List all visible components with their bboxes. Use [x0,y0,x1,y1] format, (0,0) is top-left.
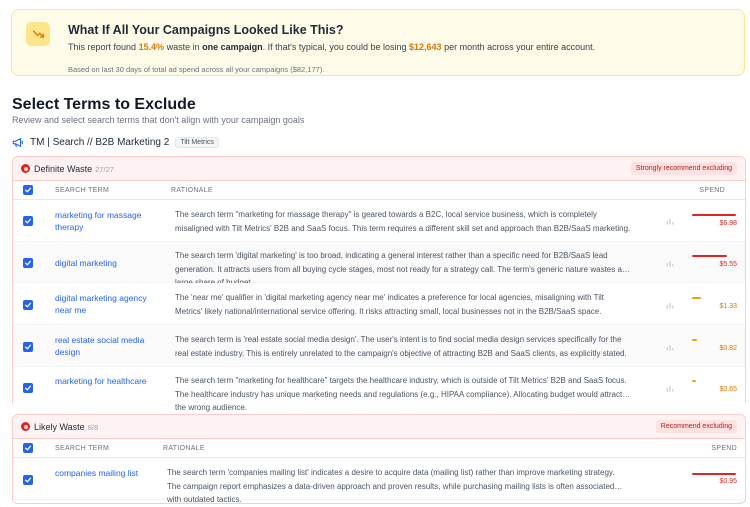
campaign-header [12,135,219,149]
banner-message: This report found 15.4% waste in one campaign. If that's typical, you could be losing $12,643 per month across your entire account. [68,42,596,52]
search-term-link[interactable]: marketing for massage therapy [55,210,142,232]
bar-chart-icon[interactable] [666,384,674,392]
spend-bar [692,473,736,475]
row-checkbox[interactable] [23,216,33,226]
section-header[interactable] [13,157,745,181]
column-header-spend[interactable]: SPEND [711,445,737,452]
search-term-link[interactable]: marketing for healthcare [55,376,147,386]
column-header-search-term[interactable]: SEARCH TERM [55,187,110,194]
row-checkbox[interactable] [23,258,33,268]
spend-bar [692,214,736,216]
spend-value: $0.95 [719,478,737,485]
table-row[interactable] [13,458,745,504]
table-header [13,181,745,200]
recommendation-badge: Strongly recommend excluding [631,162,737,175]
account-tag: Tilt Metrics [175,137,219,148]
page-subtitle: Review and select search terms that don't align with your campaign goals [12,115,305,125]
column-header-search-term[interactable]: SEARCH TERM [55,445,110,452]
trending-down-icon [26,22,50,46]
page-title: Select Terms to Exclude [12,96,196,113]
spend-bar [692,297,701,299]
potential-loss-amount: $12,643 [409,42,442,52]
spend-value: $0.82 [719,345,737,352]
table-row[interactable] [13,367,745,412]
selected-count: 27/27 [95,165,114,174]
likely-waste-section [12,414,746,504]
recommendation-badge: Recommend excluding [656,420,737,433]
waste-percentage: 15.4% [138,42,165,52]
spend-bar [692,255,727,257]
bar-chart-icon[interactable] [666,217,674,225]
severity-medium-icon [21,422,30,431]
spend-bar [692,380,696,382]
rationale-text: The search term 'digital marketing' is too broad, indicating a general interest rather than a specific need for B2B/SaaS lead generation. It attracts users from all buying cycle stages, most not ready for a strategy call. The term's generic nature wastes a [175,251,622,274]
bar-chart-icon[interactable] [666,259,674,267]
rationale-text: The search term is 'real estate social media design'. The user's intent is to find social media design services specifically for the real estate industry. This is entirely unrelated to the campaign's objective of attracting B2B and SaaS clients, as explicitly stated. [175,335,627,358]
search-term-link[interactable]: digital marketing agency near me [55,293,147,315]
select-all-checkbox[interactable] [23,185,33,195]
row-checkbox[interactable] [23,300,33,310]
campaign-name: TM | Search // B2B Marketing 2 [30,136,170,148]
search-term-link[interactable]: real estate social media design [55,335,145,357]
table-row[interactable] [13,242,745,283]
row-checkbox[interactable] [23,383,33,393]
waste-insight-banner [11,9,745,76]
selected-count: 8/8 [87,423,99,432]
rationale-text: The search term "marketing for healthcare" targets the healthcare industry, which is outside of Tilt Metrics' B2B and SaaS focus. The healthcare industry has unique marketing needs and regulations (e.g., HIPAA compliance). Allocating budget would attract the wrong audience. [175,376,627,412]
section-title: Definite Waste [34,164,93,174]
rationale-text: The search term "marketing for massage therapy" is geared towards a B2C, local service business, which is completely misaligned with Tilt Metrics' B2B and SaaS focus. This term requires a different skill set and approach than B2B/SaaS marketing. [175,210,631,233]
rationale-text: The 'near me' qualifier in 'digital marketing agency near me' indicates a preference for local agencies, misaligning with Tilt Metrics' likely national/international service offering. It risks attracting small, local businesses not in the B2B/SaaS space. [175,293,604,316]
spend-value: $1.33 [719,303,737,310]
table-header [13,439,745,458]
bar-chart-icon[interactable] [666,343,674,351]
bar-chart-icon[interactable] [666,301,674,309]
section-header[interactable] [13,415,745,439]
severity-high-icon [21,164,30,173]
column-header-rationale: RATIONALE [171,187,213,194]
section-title: Likely Waste [34,422,85,432]
table-row[interactable] [13,283,745,325]
spend-value: $6.98 [719,220,737,227]
search-term-link[interactable]: digital marketing [55,258,117,268]
banner-footnote: Based on last 30 days of total ad spend across all your campaigns ($82,177). [68,65,325,74]
spend-value: $0.65 [719,386,737,393]
column-header-rationale: RATIONALE [163,445,205,452]
spend-bar [692,339,697,341]
row-checkbox[interactable] [23,475,33,485]
megaphone-icon [12,137,24,148]
search-term-link[interactable]: companies mailing list [55,468,139,478]
column-header-spend[interactable]: SPEND [699,187,725,194]
spend-value: $5.55 [719,261,737,268]
banner-title: What If All Your Campaigns Looked Like This? [68,23,344,37]
rationale-text: The search term 'companies mailing list' indicates a desire to acquire data (mailing list) rather than improve marketing strategy. The campaign report emphasizes a data-driven approach and proven results, while purchasing mailing lists is often associated with outdated tactics. [167,468,615,504]
table-row[interactable] [13,200,745,242]
definite-waste-section [12,156,746,412]
row-checkbox[interactable] [23,342,33,352]
select-all-checkbox[interactable] [23,443,33,453]
table-row[interactable] [13,325,745,367]
